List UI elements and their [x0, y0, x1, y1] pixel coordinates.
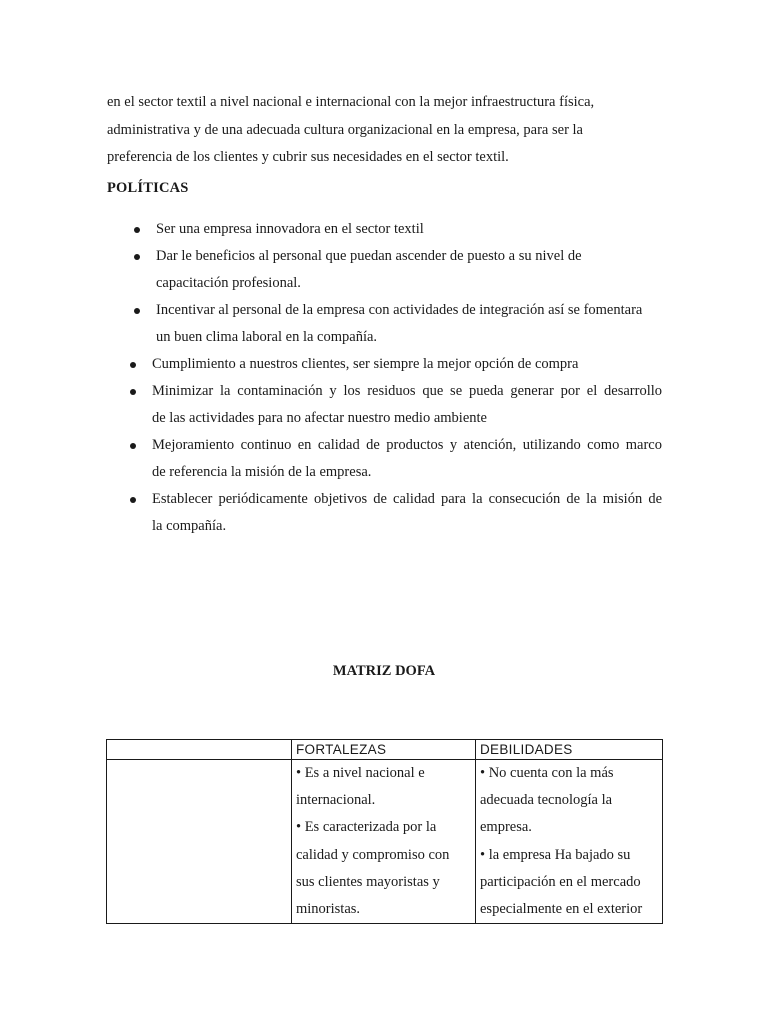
cell-text-line: internacional.: [296, 792, 376, 809]
list-item: [0, 351, 768, 378]
list-item-text: la compañía.: [152, 518, 227, 534]
list-item-text: Ser una empresa innovadora en el sector textil: [156, 221, 424, 237]
bullet-icon: [130, 389, 136, 395]
list-item-text: Minimizar la contaminación y los residuos que se pueda generar por el desarrollo: [152, 383, 662, 399]
bullet-icon: [134, 254, 140, 260]
list-item-text: capacitación profesional.: [156, 275, 301, 291]
cell-text-line: calidad y compromiso con: [296, 846, 450, 863]
table-header-row: [107, 740, 663, 760]
intro-paragraph: [107, 89, 667, 172]
bullet-icon: [130, 497, 136, 503]
cell-text-line: adecuada tecnología la: [480, 792, 613, 809]
list-item-text: de las actividades para no afectar nuestro medio ambiente: [152, 410, 487, 426]
table-header-fortalezas: FORTALEZAS: [292, 740, 476, 760]
table-header-cell-empty: [107, 740, 292, 760]
cell-text-line: • No cuenta con la más: [480, 765, 614, 781]
list-item: [0, 486, 768, 540]
list-item-text: Incentivar al personal de la empresa con actividades de integración así se fomentara: [156, 302, 643, 318]
intro-line: en el sector textil a nivel nacional e internacional con la mejor infraestructura física,: [107, 94, 595, 110]
list-item-text: Cumplimiento a nuestros clientes, ser siempre la mejor opción de compra: [152, 356, 579, 372]
list-item: [0, 378, 768, 432]
cell-text-line: empresa.: [480, 819, 532, 836]
cell-text-line: sus clientes mayoristas y: [296, 873, 440, 890]
politicas-list: [0, 216, 768, 540]
bullet-icon: [134, 227, 140, 233]
list-item-text: de referencia la misión de la empresa.: [152, 464, 372, 480]
list-item: [0, 216, 768, 243]
dofa-table: [106, 739, 663, 924]
table-header-debilidades: DEBILIDADES: [476, 740, 663, 760]
intro-line: preferencia de los clientes y cubrir sus necesidades en el sector textil.: [107, 149, 509, 165]
list-item: [0, 432, 768, 486]
fortalezas-cell: [292, 760, 476, 924]
list-item-text: Mejoramiento continuo en calidad de productos y atención, utilizando como marco: [152, 437, 662, 453]
cell-text-line: minoristas.: [296, 901, 361, 918]
bullet-icon: [130, 362, 136, 368]
list-item: [0, 243, 768, 297]
list-item: [0, 297, 768, 351]
debilidades-cell: [476, 760, 663, 924]
list-item-text: Dar le beneficios al personal que puedan ascender de puesto a su nivel de: [156, 248, 582, 264]
cell-text-line: • Es a nivel nacional e: [296, 765, 425, 781]
cell-text-line: • Es caracterizada por la: [296, 819, 437, 836]
politicas-heading: POLÍTICAS: [107, 180, 189, 196]
list-item-text: un buen clima laboral en la compañía.: [156, 329, 378, 345]
intro-line: administrativa y de una adecuada cultura organizacional en la empresa, para ser la: [107, 121, 583, 138]
bullet-icon: [134, 308, 140, 314]
table-row: [107, 760, 663, 924]
cell-text-line: participación en el mercado: [480, 873, 641, 890]
table-cell-empty: [107, 760, 292, 924]
bullet-icon: [130, 443, 136, 449]
cell-text-line: • la empresa Ha bajado su: [480, 846, 631, 863]
matriz-dofa-title: MATRIZ DOFA: [332, 663, 436, 679]
list-item-text: Establecer periódicamente objetivos de calidad para la consecución de la misión de: [152, 491, 662, 507]
cell-text-line: especialmente en el exterior: [480, 901, 643, 918]
